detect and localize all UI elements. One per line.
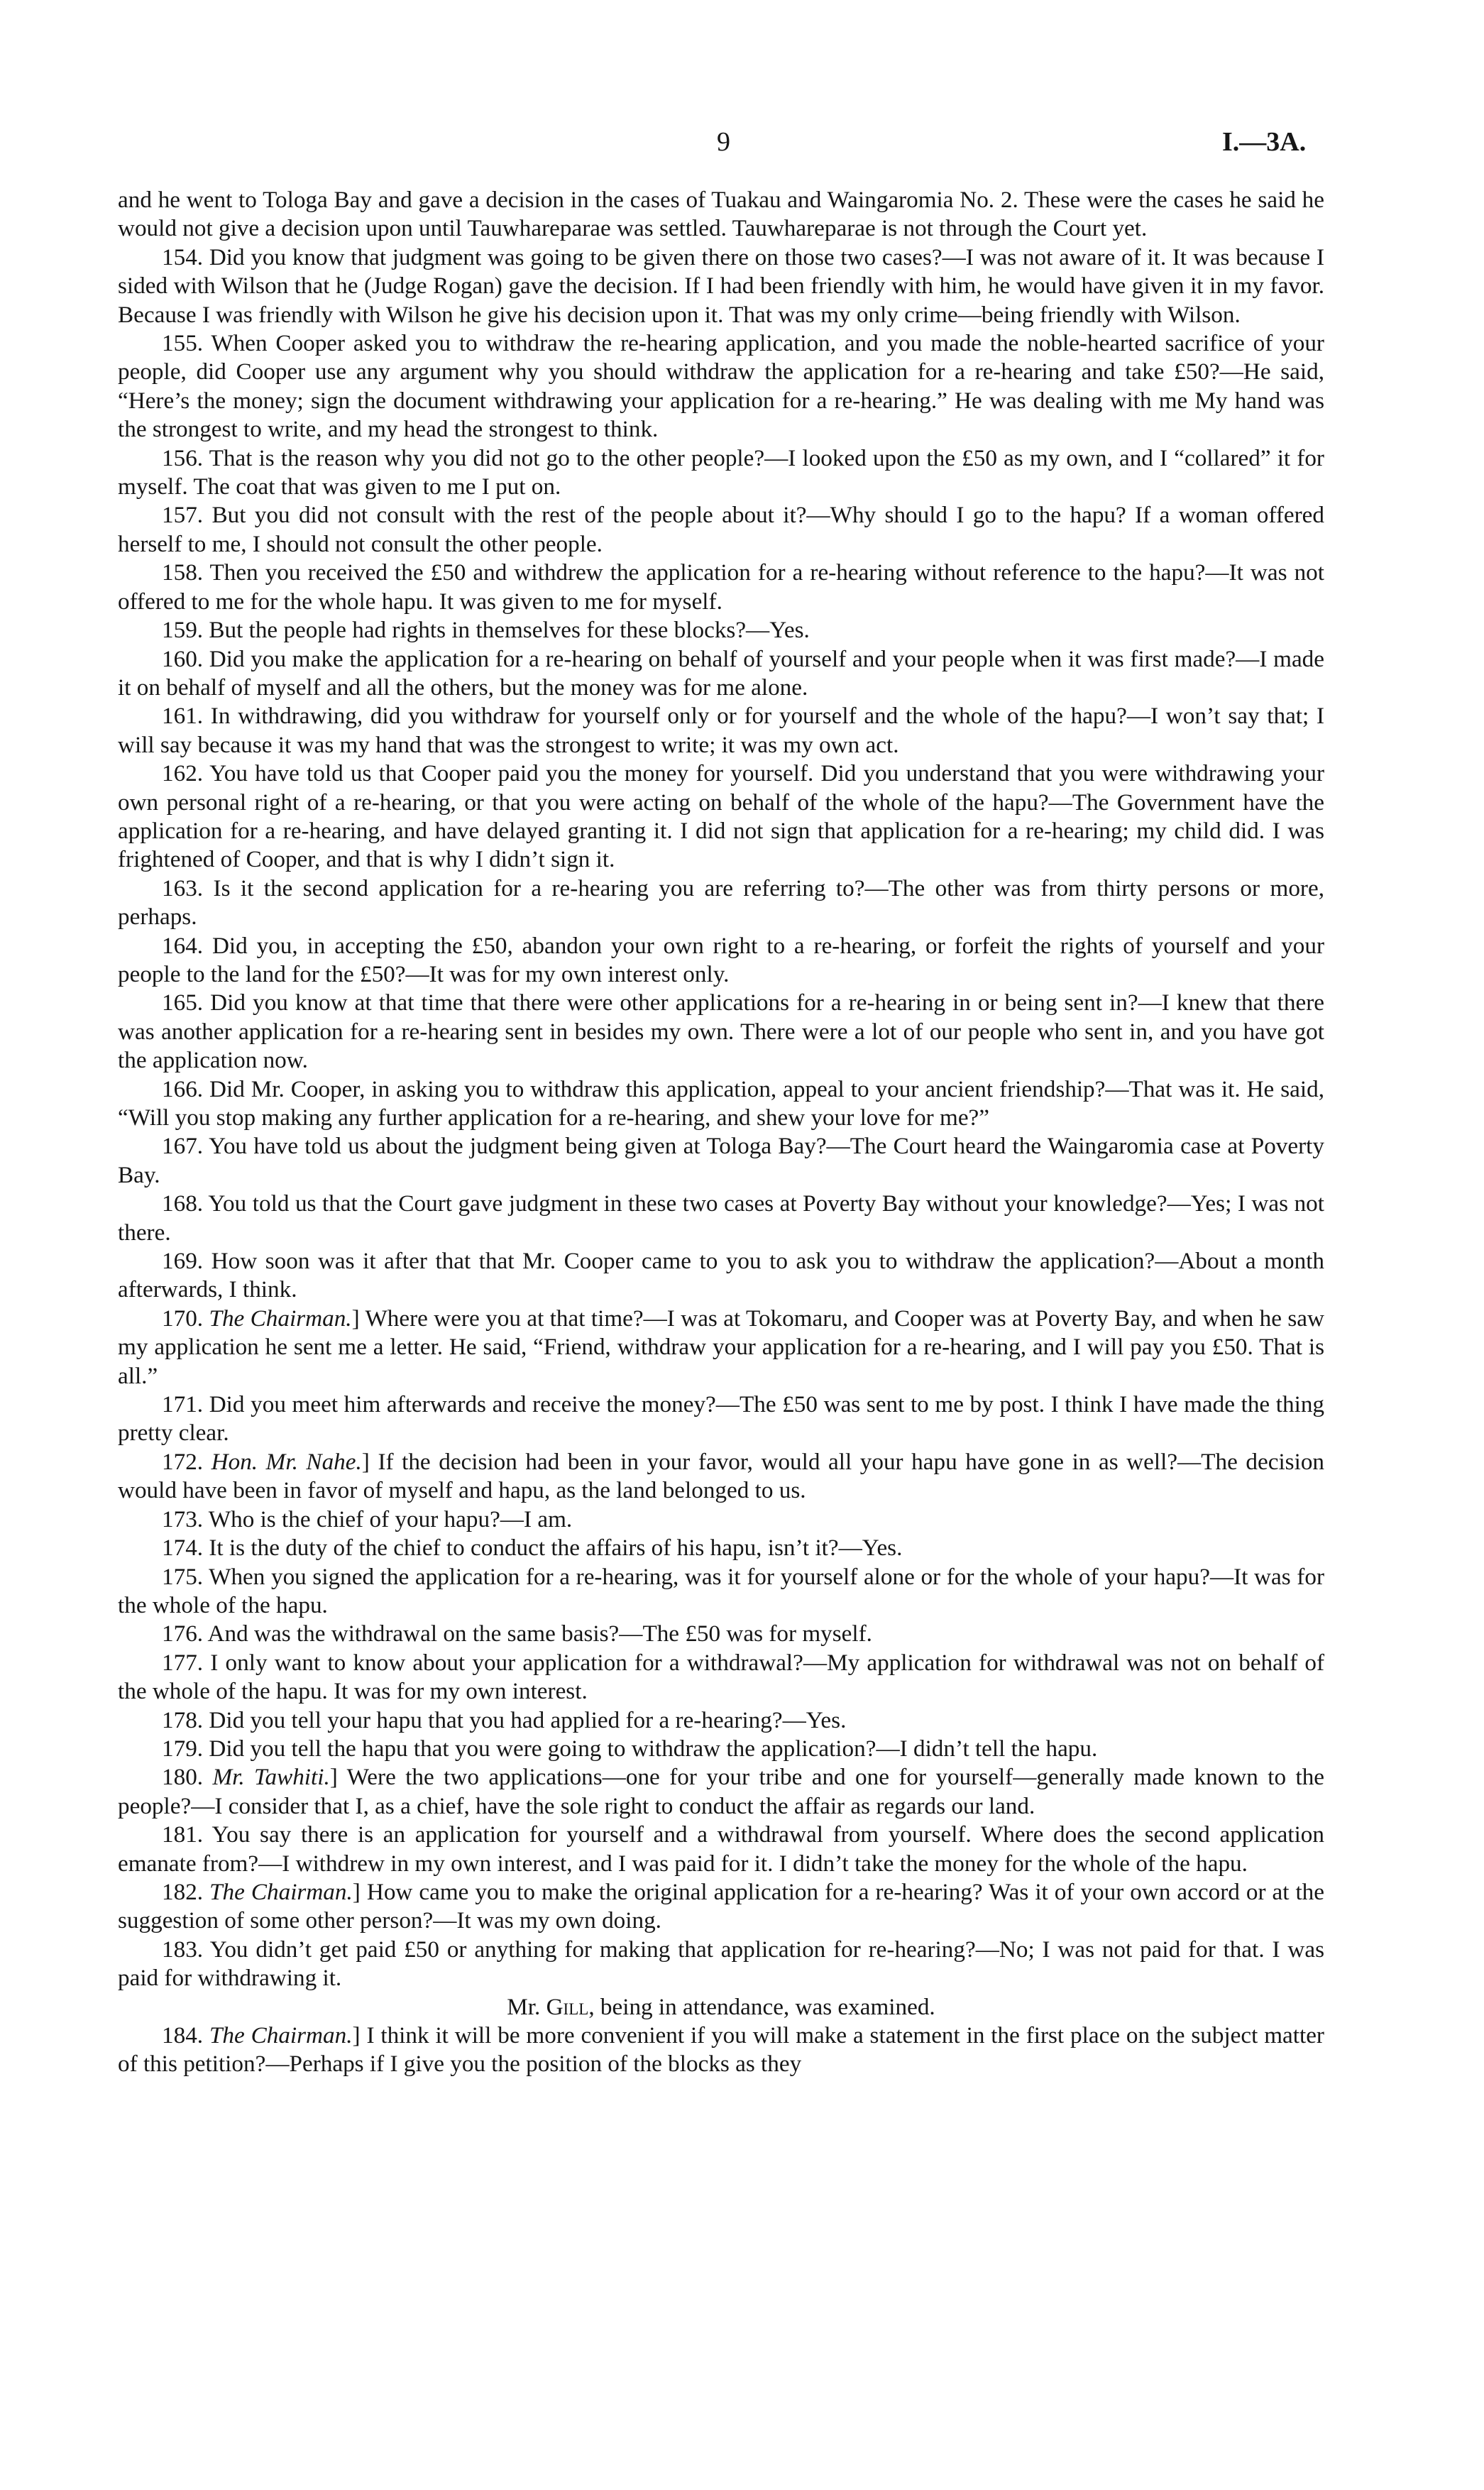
witness-prefix: Mr.	[507, 1993, 541, 2020]
question-number: 163.	[162, 874, 204, 901]
question-number: 179.	[162, 1735, 204, 1762]
question-number: 180.	[162, 1764, 204, 1791]
question-number: 157.	[162, 502, 204, 529]
paragraph-text: I only want to know about your application for a withdrawal?—My application for withdrawal was not on behalf of the whole of the hapu. It was for my own interest.	[118, 1649, 1324, 1705]
page-number: 9	[717, 127, 730, 157]
question-number: 172.	[162, 1448, 204, 1475]
question-paragraph	[118, 759, 1324, 874]
question-paragraph	[118, 1190, 1324, 1247]
question-number: 160.	[162, 645, 204, 672]
paragraph-text: It is the duty of the chief to conduct the affairs of his hapu, isn’t it?—Yes.	[209, 1535, 903, 1562]
paragraph-text: Where were you at that time?—I was at Tokomaru, and Cooper was at Poverty Bay, and when he saw my application he sent me a letter. He said, “Friend, withdraw your application for a re-hearing, and I will pay you £50. That is all.”	[118, 1305, 1325, 1389]
paragraph-text: and he went to Tologa Bay and gave a decision in the cases of Tuakau and Waingaromia No. 2. These were the cases he said he would not give a decision upon until Tauwhareparae was settled. Tauwhareparae is not through the Court yet.	[118, 187, 1324, 242]
question-paragraph	[118, 702, 1324, 759]
paragraph-text: Is it the second application for a re-hearing you are referring to?—The other was from thirty persons or more, perhaps.	[118, 874, 1324, 931]
document-reference: I.—3A.	[1222, 127, 1307, 157]
question-number: 171.	[162, 1391, 204, 1418]
question-number: 156.	[162, 444, 204, 471]
paragraph-text: You told us that the Court gave judgment in these two cases at Poverty Bay without your knowledge?—Yes; I was not there.	[118, 1190, 1324, 1246]
paragraph-text: Did you tell your hapu that you had applied for a re-hearing?—Yes.	[209, 1706, 847, 1733]
paragraph-text: Did you make the application for a re-hearing on behalf of yourself and your people when it was first made?—I made it on behalf of myself and all the others, but the money was for me alone.	[118, 645, 1324, 701]
question-paragraph	[118, 1649, 1324, 1706]
question-number: 170.	[162, 1305, 204, 1332]
question-number: 159.	[162, 617, 204, 644]
question-paragraph	[118, 1075, 1324, 1133]
question-paragraph	[118, 1247, 1324, 1305]
question-number: 184.	[162, 2022, 204, 2049]
question-paragraph	[118, 989, 1324, 1075]
paragraph-text: That is the reason why you did not go to the other people?—I looked upon the £50 as my own, and I “collared” it for myself. The coat that was given to me I put on.	[118, 444, 1324, 500]
witness-suffix: , being in attendance, was examined.	[588, 1993, 935, 2020]
paragraph-text: How soon was it after that that Mr. Cooper came to you to ask you to withdraw the application?—About a month afterwards, I think.	[118, 1248, 1325, 1303]
speaker-name: The Chairman.	[209, 1305, 352, 1332]
paragraph-text: Did you tell the hapu that you were going to withdraw the application?—I didn’t tell the hapu.	[209, 1735, 1098, 1762]
paragraph-text: You say there is an application for yourself and a withdrawal from yourself. Where does the second application emanate from?—I withdrew in my own interest, and I was paid for it. I didn’t take the money for the whole of the hapu.	[118, 1821, 1324, 1877]
question-paragraph	[118, 1936, 1324, 1993]
paragraph-text: Did you know that judgment was going to be given there on those two cases?—I was not aware of it. It was because I sided with Wilson that he (Judge Rogan) gave the decision. If I had been friendly with him, he would have given it in my favor. Because I was friendly with Wilson he give his decision upon it. That was my only crime—being friendly with Wilson.	[118, 243, 1324, 328]
paragraph-text: How came you to make the original application for a re-hearing? Was it of your own accord or at the suggestion of some other person?—It was my own doing.	[118, 1878, 1325, 1934]
question-number: 165.	[162, 989, 204, 1016]
question-number: 178.	[162, 1706, 204, 1733]
question-paragraph	[118, 1391, 1324, 1448]
question-paragraph: 182. The Chairman.] How came you to make the original application for a re-hearing? Was it of your own accord or at the suggestion of some other person?—It was my own doing.	[118, 1878, 1325, 1934]
paragraph-text: Then you received the £50 and withdrew the application for a re-hearing without reference to the hapu?—It was not offered to me for the whole hapu. It was given to me for myself.	[118, 559, 1324, 615]
question-paragraph	[118, 559, 1324, 616]
paragraph-text: Did you meet him afterwards and receive the money?—The £50 was sent to me by post. I think I have made the thing pretty clear.	[118, 1391, 1325, 1447]
witness-name: Gill	[546, 1993, 589, 2020]
question-number: 158.	[162, 559, 204, 586]
question-paragraph	[118, 616, 1324, 645]
question-number: 161.	[162, 703, 204, 730]
speaker-name: The Chairman.	[209, 2022, 353, 2049]
question-paragraph	[118, 874, 1324, 932]
question-paragraph	[118, 1620, 1324, 1648]
evidence-text	[118, 186, 1324, 2079]
paragraph-text: Did you, in accepting the £50, abandon your own right to a re-hearing, or forfeit the rights of yourself and your people to the land for the £50?—It was for my own interest only.	[118, 932, 1325, 987]
question-number: 173.	[162, 1505, 204, 1532]
paragraph-text: And was the withdrawal on the same basis?—The £50 was for myself.	[207, 1620, 872, 1647]
question-paragraph	[118, 243, 1324, 329]
question-paragraph	[118, 1534, 1324, 1562]
question-number: 183.	[162, 1936, 204, 1963]
paragraph-text: Were the two applications—one for your tribe and one for yourself—generally made known to the people?—I consider that I, as a chief, have the sole right to conduct the affair as regards our land.	[118, 1764, 1325, 1819]
question-paragraph	[118, 645, 1324, 703]
question-paragraph	[118, 932, 1324, 989]
question-number: 167.	[162, 1133, 204, 1160]
question-number: 182.	[162, 1878, 204, 1905]
question-number: 174.	[162, 1535, 204, 1562]
continuation-paragraph	[118, 186, 1324, 243]
question-paragraph	[118, 1563, 1324, 1620]
witness-line	[118, 1993, 1324, 2022]
paragraph-text: I think it will be more convenient if you will make a statement in the first place on the subject matter of this petition?—Perhaps if I give you the position of the blocks as they	[118, 2022, 1324, 2078]
speaker-name: The Chairman.	[209, 1878, 353, 1905]
question-number: 164.	[162, 932, 204, 959]
question-paragraph: 180. Mr. Tawhiti.] Were the two applications—one for your tribe and one for yourself—generally made known to the people?—I consider that I, as a chief, have the sole right to conduct the affair as regards our land.	[118, 1764, 1325, 1819]
question-number: 154.	[162, 243, 204, 270]
question-number: 175.	[162, 1563, 204, 1590]
question-paragraph: 184. The Chairman.] I think it will be more convenient if you will make a statement in the first place on the subject matter of this petition?—Perhaps if I give you the position of the blocks as they	[118, 2022, 1324, 2078]
paragraph-text: You have told us that Cooper paid you the money for yourself. Did you understand that you were withdrawing your own personal right of a re-hearing, or that you were acting on behalf of the whole of the hapu?—The Government have the application for a re-hearing, and have delayed granting it. I did not sign that application for a re-hearing; my child did. I was frightened of Cooper, and that is why I didn’t sign it.	[118, 760, 1324, 873]
question-paragraph	[118, 1821, 1324, 1878]
paragraph-text: If the decision had been in your favor, would all your hapu have gone in as well?—The decision would have been in favor of myself and hapu, as the land belonged to us.	[118, 1448, 1325, 1504]
question-paragraph	[118, 501, 1324, 559]
paragraph-text: But the people had rights in themselves for these blocks?—Yes.	[209, 617, 810, 644]
question-paragraph	[118, 1505, 1324, 1534]
question-number: 176.	[162, 1620, 204, 1647]
question-paragraph	[118, 1706, 1324, 1735]
paragraph-text: You didn’t get paid £50 or anything for making that application for re-hearing?—No; I was not paid for that. I was paid for withdrawing it.	[118, 1936, 1324, 1992]
question-number: 155.	[162, 330, 204, 357]
question-paragraph: 172. Hon. Mr. Nahe.] If the decision had been in your favor, would all your hapu have gone in as well?—The decision would have been in favor of myself and hapu, as the land belonged to us.	[118, 1448, 1325, 1504]
question-number: 166.	[162, 1075, 204, 1102]
paragraph-text: But you did not consult with the rest of the people about it?—Why should I go to the hapu? If a woman offered herself to me, I should not consult the other people.	[118, 502, 1324, 557]
paragraph-text: You have told us about the judgment being given at Tologa Bay?—The Court heard the Waingaromia case at Poverty Bay.	[118, 1133, 1324, 1188]
paragraph-text: When Cooper asked you to withdraw the re-hearing application, and you made the noble-hearted sacrifice of your people, did Cooper use any argument why you should withdraw the application for a re-hearing and take £50?—He said, “Here’s the money; sign the document withdrawing your application for a re-hearing.” He was dealing with me My hand was the strongest to write, and my head the strongest to think.	[118, 330, 1324, 443]
question-paragraph	[118, 1132, 1324, 1190]
question-number: 162.	[162, 760, 204, 787]
question-paragraph	[118, 1735, 1324, 1763]
paragraph-text: Did Mr. Cooper, in asking you to withdraw this application, appeal to your ancient friendship?—That was it. He said, “Will you stop making any further application for a re-hearing, and shew your love for me?”	[118, 1075, 1325, 1131]
question-paragraph	[118, 329, 1324, 444]
speaker-name: Mr. Tawhiti.	[212, 1764, 330, 1791]
question-number: 169.	[162, 1248, 204, 1275]
question-paragraph: 170. The Chairman.] Where were you at that time?—I was at Tokomaru, and Cooper was at Poverty Bay, and when he saw my application he sent me a letter. He said, “Friend, withdraw your application for a re-hearing, and I will pay you £50. That is all.”	[118, 1305, 1325, 1389]
paragraph-text: In withdrawing, did you withdraw for yourself only or for yourself and the whole of the hapu?—I won’t say that; I will say because it was my hand that was the strongest to write; it was my own act.	[118, 703, 1325, 758]
paragraph-text: Who is the chief of your hapu?—I am.	[208, 1505, 573, 1532]
question-paragraph	[118, 444, 1324, 502]
question-number: 177.	[162, 1649, 204, 1676]
speaker-name: Hon. Mr. Nahe.	[211, 1448, 362, 1475]
paragraph-text: When you signed the application for a re-hearing, was it for yourself alone or for the whole of your hapu?—It was for the whole of the hapu.	[118, 1563, 1324, 1618]
question-number: 168.	[162, 1190, 204, 1217]
question-number: 181.	[162, 1821, 204, 1848]
paragraph-text: Did you know at that time that there were other applications for a re-hearing in or being sent in?—I knew that there was another application for a re-hearing sent in besides my own. There were a lot of our people who sent in, and you have got the application now.	[118, 989, 1324, 1074]
